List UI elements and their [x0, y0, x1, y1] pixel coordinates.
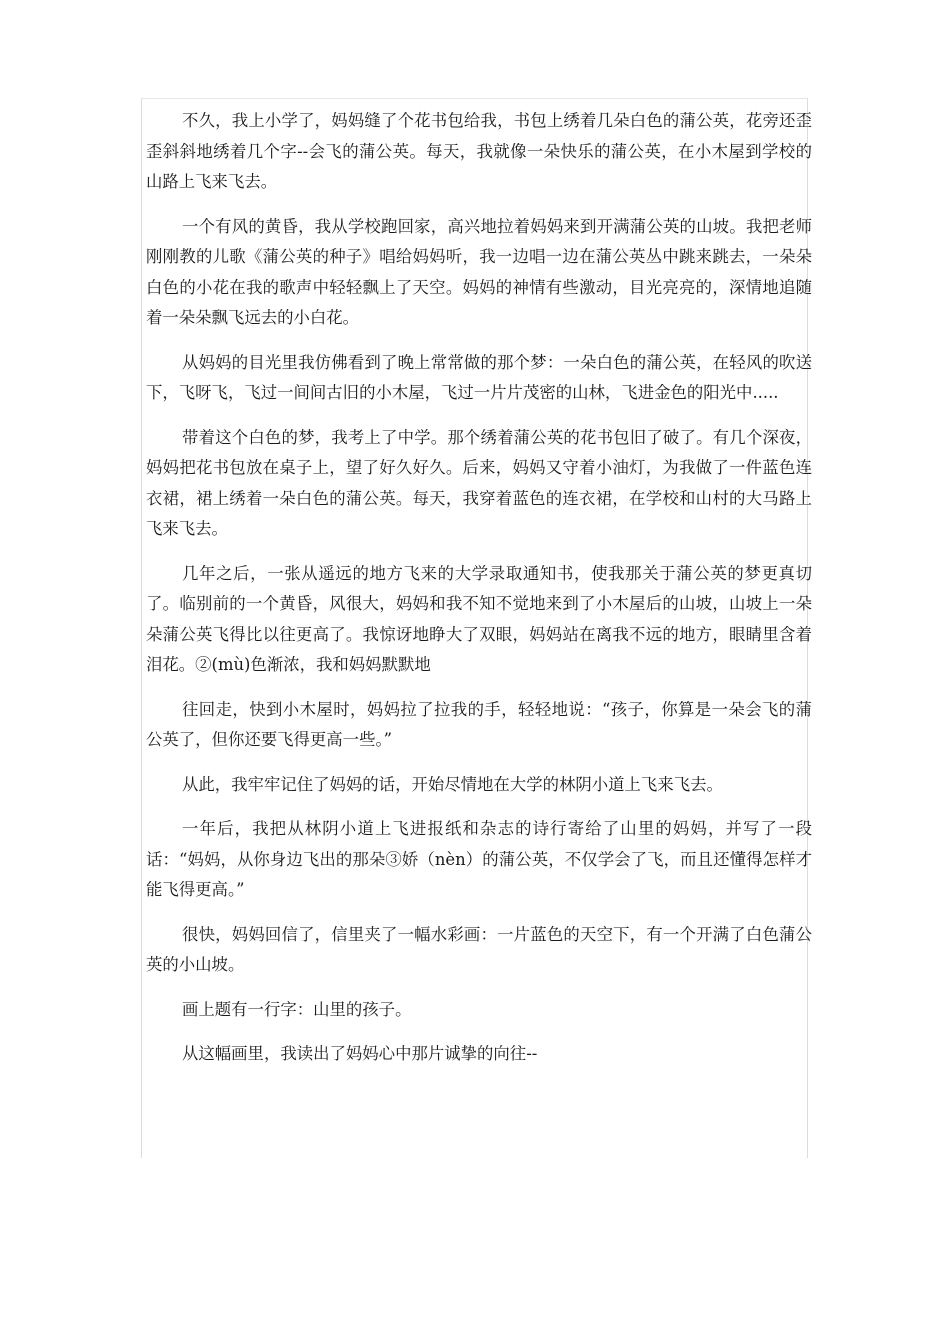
- paragraph-9: 很快，妈妈回信了，信里夹了一幅水彩画：一片蓝色的天空下，有一个开满了白色蒲公英的小山坡。: [146, 924, 812, 974]
- paragraph-6: 往回走，快到小木屋时，妈妈拉了拉我的手，轻轻地说：“孩子，你算是一朵会飞的蒲公英了，但你还要飞得更高一些。”: [146, 699, 812, 749]
- document-body: [146, 106, 812, 1084]
- paragraph-3: 从妈妈的目光里我仿佛看到了晚上常常做的那个梦：一朵白色的蒲公英，在轻风的吹送下，飞呀飞，飞过一间间古旧的小木屋，飞过一片片茂密的山林，飞进金色的阳光中.....: [146, 352, 812, 402]
- paragraph-10: 画上题有一行字：山里的孩子。: [182, 999, 412, 1019]
- paragraph-7: 从此，我牢牢记住了妈妈的话，开始尽情地在大学的林阴小道上飞来飞去。: [182, 774, 723, 794]
- paragraph-4: 带着这个白色的梦，我考上了中学。那个绣着蒲公英的花书包旧了破了。有几个深夜，妈妈把花书包放在桌子上，望了好久好久。后来，妈妈又守着小油灯，为我做了一件蓝色连衣裙，裙上绣着一朵白色的蒲公英。每天，我穿着蓝色的连衣裙，在学校和山村的大马路上飞来飞去。: [146, 427, 812, 538]
- paragraph-2: 一个有风的黄昏，我从学校跑回家，高兴地拉着妈妈来到开满蒲公英的山坡。我把老师刚刚教的儿歌《蒲公英的种子》唱给妈妈听，我一边唱一边在蒲公英丛中跳来跳去，一朵朵白色的小花在我的歌声中轻轻飘上了天空。妈妈的神情有些激动，目光亮亮的，深情地追随着一朵朵飘飞远去的小白花。: [146, 216, 812, 327]
- paragraph-1: 不久，我上小学了，妈妈缝了个花书包给我，书包上绣着几朵白色的蒲公英，花旁还歪歪斜斜地绣着几个字--会飞的蒲公英。每天，我就像一朵快乐的蒲公英，在小木屋到学校的山路上飞来飞去。: [146, 111, 812, 191]
- paragraph-5: 几年之后，一张从遥远的地方飞来的大学录取通知书，使我那关于蒲公英的梦更真切了。临别前的一个黄昏，风很大，妈妈和我不知不觉地来到了小木屋后的山坡，山坡上一朵朵蒲公英飞得比以往更高了。我惊讶地睁大了双眼，妈妈站在离我不远的地方，眼睛里含着泪花。②(mù)色渐浓，我和妈妈默默地: [146, 563, 812, 674]
- paragraph-11: 从这幅画里，我读出了妈妈心中那片诚挚的向往--: [182, 1044, 538, 1063]
- paragraph-8: 一年后，我把从林阴小道上飞进报纸和杂志的诗行寄给了山里的妈妈，并写了一段话：“妈妈，从你身边飞出的那朵③娇（nèn）的蒲公英，不仅学会了飞，而且还懂得怎样才能飞得更高。”: [146, 819, 812, 899]
